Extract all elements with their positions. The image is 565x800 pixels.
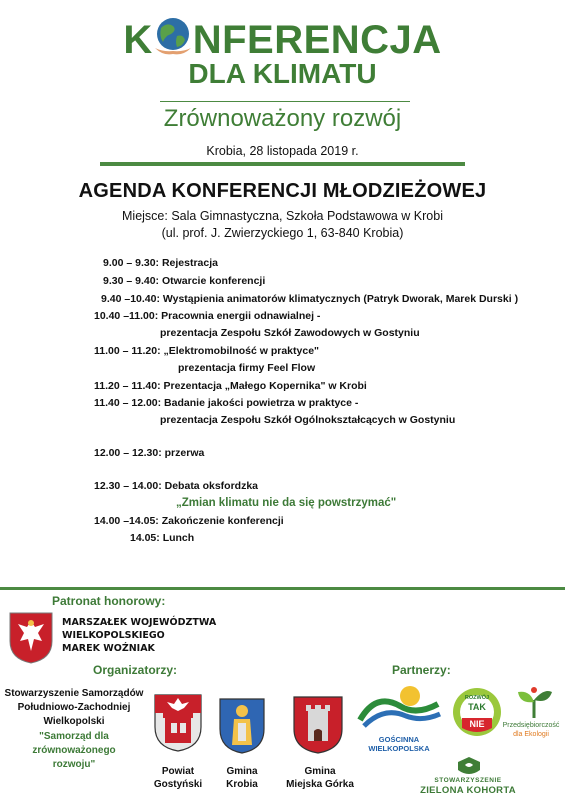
footer-divider xyxy=(0,587,565,590)
org-name-line-1: Stowarzyszenie Samorządów xyxy=(4,688,144,699)
agenda-item-detail: prezentacja Zespołu Szkół Zawodowych w Gostyniu xyxy=(160,327,420,339)
zielona-kohorta-emblem-icon xyxy=(456,756,482,778)
agenda-item: 14.00 –14.05: Zakończenie konferencji xyxy=(94,515,284,527)
agenda-item: 9.30 – 9.40: Otwarcie konferencji xyxy=(103,275,266,287)
goscinna-wielkopolska-logo-icon xyxy=(356,682,442,732)
org-name-line-2: Południowo-Zachodniej xyxy=(17,702,131,713)
organizers-label: Organizatorzy: xyxy=(93,663,178,677)
partner2-line-1: ROZWÓJ xyxy=(464,695,490,701)
patronat-label: Patronat honorowy: xyxy=(52,594,166,608)
agenda-item: 11.40 – 12.00: Badanie jakości powietrza w praktyce - xyxy=(94,397,359,409)
agenda-item: 11.20 – 11.40: Prezentacja „Małego Kopernika" w Krobi xyxy=(94,380,367,392)
marshal-line-3: MAREK WOŹNIAK xyxy=(62,643,155,654)
marshal-line-2: WIELKOPOLSKIEGO xyxy=(62,630,165,641)
partner2-line-2: TAK xyxy=(468,702,486,712)
title-letter-k: K xyxy=(123,18,153,62)
agenda-item: 10.40 –11.00: Pracownia energii odnawialnej - xyxy=(94,310,321,322)
org1-line-1: Powiat xyxy=(161,766,195,777)
org1-line-2: Gostyński xyxy=(153,779,203,790)
gmina-krobia-crest-icon xyxy=(218,697,266,755)
agenda-title: AGENDA KONFERENCJI MŁODZIEŻOWEJ xyxy=(78,180,487,202)
partner2-line-3: NIE xyxy=(469,719,485,729)
partners-label: Partnerzy: xyxy=(392,663,451,677)
agenda-item-detail: prezentacja firmy Feel Flow xyxy=(178,362,316,374)
globe-in-hands-icon xyxy=(153,14,193,54)
agenda-item: 11.00 – 11.20: „Elektromobilność w praktyce" xyxy=(94,345,320,357)
org2-line-2: Krobia xyxy=(226,779,258,790)
org3-line-2: Miejska Górka xyxy=(286,779,354,790)
sprout-logo-icon xyxy=(514,684,554,720)
marshal-line-1: MARSZAŁEK WOJEWÓDZTWA xyxy=(62,617,217,628)
header-divider-bar xyxy=(100,162,465,166)
partner3-line-2: dla Ekologii xyxy=(513,731,549,738)
org-name-line-3: Wielkopolski xyxy=(43,716,105,727)
org-slogan-line-3: rozwoju" xyxy=(52,759,96,770)
partner4-line-2: ZIELONA KOHORTA xyxy=(420,785,516,796)
event-date: Krobia, 28 listopada 2019 r. xyxy=(206,144,359,158)
wielkopolska-coat-of-arms-icon xyxy=(8,611,54,665)
org-slogan-line-2: zrównoważonego xyxy=(32,745,116,756)
partner1-name: GOŚCINNA WIELKOPOLSKA xyxy=(368,735,430,753)
conference-title-line2: DLA KLIMATU xyxy=(188,58,377,89)
agenda-item: 9.00 – 9.30: Rejestracja xyxy=(103,257,218,269)
gmina-miejska-gorka-crest-icon xyxy=(292,695,344,755)
org3-line-1: Gmina xyxy=(304,766,336,777)
venue-line-2: (ul. prof. J. Zwierzyckiego 1, 63-840 Krobia) xyxy=(161,226,404,240)
agenda-item: 9.40 –10.40: Wystąpienia animatorów klimatycznych (Patryk Dworak, Marek Durski ) xyxy=(101,293,519,305)
org-slogan-line-1: "Samorząd dla xyxy=(39,731,109,742)
agenda-item: 12.00 – 12.30: przerwa xyxy=(94,447,205,459)
conference-title xyxy=(0,14,565,63)
partner4-line-1: STOWARZYSZENIE xyxy=(434,777,502,784)
venue-line-1: Miejsce: Sala Gimnastyczna, Szkoła Podstawowa w Krobi xyxy=(122,209,443,223)
agenda-item: 12.30 – 14.00: Debata oksfordzka xyxy=(94,480,259,492)
org2-line-1: Gmina xyxy=(226,766,258,777)
rozwoj-tak-nie-badge-icon xyxy=(452,680,502,744)
debate-topic: „Zmian klimatu nie da się powstrzymać" xyxy=(176,497,397,509)
agenda-item-detail: prezentacja Zespołu Szkół Ogólnokształcących w Gostyniu xyxy=(160,414,456,426)
subtitle: Zrównoważony rozwój xyxy=(163,105,402,132)
powiat-gostynski-crest-icon xyxy=(153,693,203,753)
title-rest: NFERENCJA xyxy=(192,18,442,62)
partner3-line-1: Przedsiębiorczość xyxy=(502,722,560,729)
subtitle-divider xyxy=(160,101,410,102)
agenda-item: 14.05: Lunch xyxy=(130,532,195,544)
